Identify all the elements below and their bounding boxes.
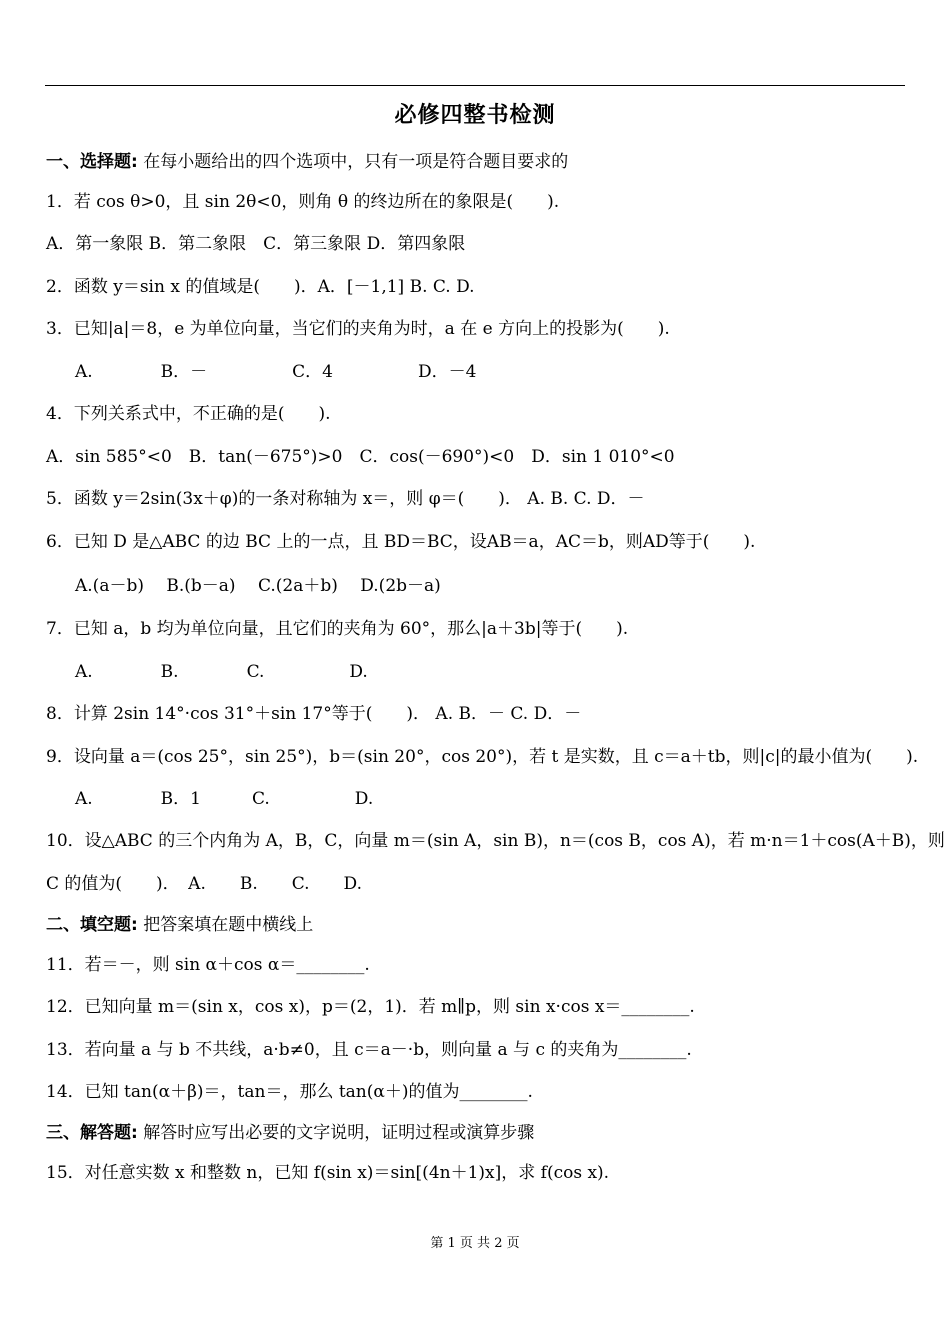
question-1: 1．若 cos θ>0，且 sin 2θ<0，则角 θ 的终边所在的象限是( ). xyxy=(46,192,560,212)
question-3-options: A. B．－ C．4 D．－4 xyxy=(75,362,477,382)
question-9-options: A. B．1 C. D. xyxy=(75,789,374,809)
section-label: 二、填空题: xyxy=(46,915,138,935)
section-heading-solve xyxy=(46,1121,534,1145)
question-15: 15．对任意实数 x 和整数 n，已知 f(sin x)＝sin[(4n＋1)x]，求 f(cos x). xyxy=(46,1163,610,1183)
question-2: 2．函数 y＝sin x 的值域是( )．A．[－1,1] B. C. D. xyxy=(46,277,475,297)
question-10: 10．设△ABC 的三个内角为 A，B，C，向量 m＝(sin A，sin B)，n＝(cos B，cos A)，若 m·n＝1＋cos(A＋B)，则 xyxy=(46,831,945,851)
question-12: 12．已知向量 m＝(sin x，cos x)，p＝(2，1)．若 m∥p，则 sin x·cos x＝________. xyxy=(46,997,695,1017)
document-title: 必修四整书检测 xyxy=(394,103,556,128)
question-7: 7．已知 a，b 均为单位向量，且它们的夹角为 60°，那么|a＋3b|等于( ). xyxy=(46,619,629,639)
question-7-options: A. B. C. D. xyxy=(75,662,368,682)
question-1-options: A．第一象限 B．第二象限 C．第三象限 D．第四象限 xyxy=(46,234,466,254)
question-8: 8．计算 2sin 14°·cos 31°＋sin 17°等于( )． A. B．－ C. D．－ xyxy=(46,704,582,724)
section-heading-fill xyxy=(46,913,313,937)
question-9: 9．设向量 a＝(cos 25°，sin 25°)，b＝(sin 20°，cos 20°)，若 t 是实数，且 c＝a＋tb，则|c|的最小值为( ). xyxy=(46,747,919,767)
question-6-options: A.(a－b) B.(b－a) C.(2a＋b) D.(2b－a) xyxy=(75,576,441,596)
question-14: 14．已知 tan(α＋β)＝，tan＝，那么 tan(α＋)的值为________. xyxy=(46,1082,533,1102)
section-label: 三、解答题: xyxy=(46,1123,138,1143)
header-rule xyxy=(45,85,905,86)
question-5: 5．函数 y＝2sin(3x＋φ)的一条对称轴为 x＝，则 φ＝( )． A. B. C. D．－ xyxy=(46,489,645,509)
question-3: 3．已知|a|＝8，e 为单位向量，当它们的夹角为时，a 在 e 方向上的投影为( ). xyxy=(46,319,670,339)
question-4-options: A．sin 585°<0 B．tan(－675°)>0 C．cos(－690°)<0 D．sin 1 010°<0 xyxy=(46,447,675,467)
question-10-continued: C 的值为( )． A. B. C. D. xyxy=(46,874,362,894)
section-description: 在每小题给出的四个选项中，只有一项是符合题目要求的 xyxy=(137,152,569,172)
section-label: 一、选择题: xyxy=(46,152,138,172)
question-13: 13．若向量 a 与 b 不共线，a·b≠0，且 c＝a－·b，则向量 a 与 c 的夹角为________. xyxy=(46,1040,692,1060)
page-footer: 第 1 页 共 2 页 xyxy=(430,1236,520,1251)
question-4: 4．下列关系式中，不正确的是( ). xyxy=(46,404,331,424)
question-11: 11．若＝－，则 sin α＋cos α＝________. xyxy=(46,955,370,975)
question-6: 6．已知 D 是△ABC 的边 BC 上的一点，且 BD＝BC，设AB＝a，AC＝b，则AD等于( ). xyxy=(46,532,756,552)
section-heading-choice xyxy=(46,150,568,174)
section-description: 解答时应写出必要的文字说明，证明过程或演算步骤 xyxy=(137,1123,535,1143)
section-description: 把答案填在题中横线上 xyxy=(137,915,314,935)
